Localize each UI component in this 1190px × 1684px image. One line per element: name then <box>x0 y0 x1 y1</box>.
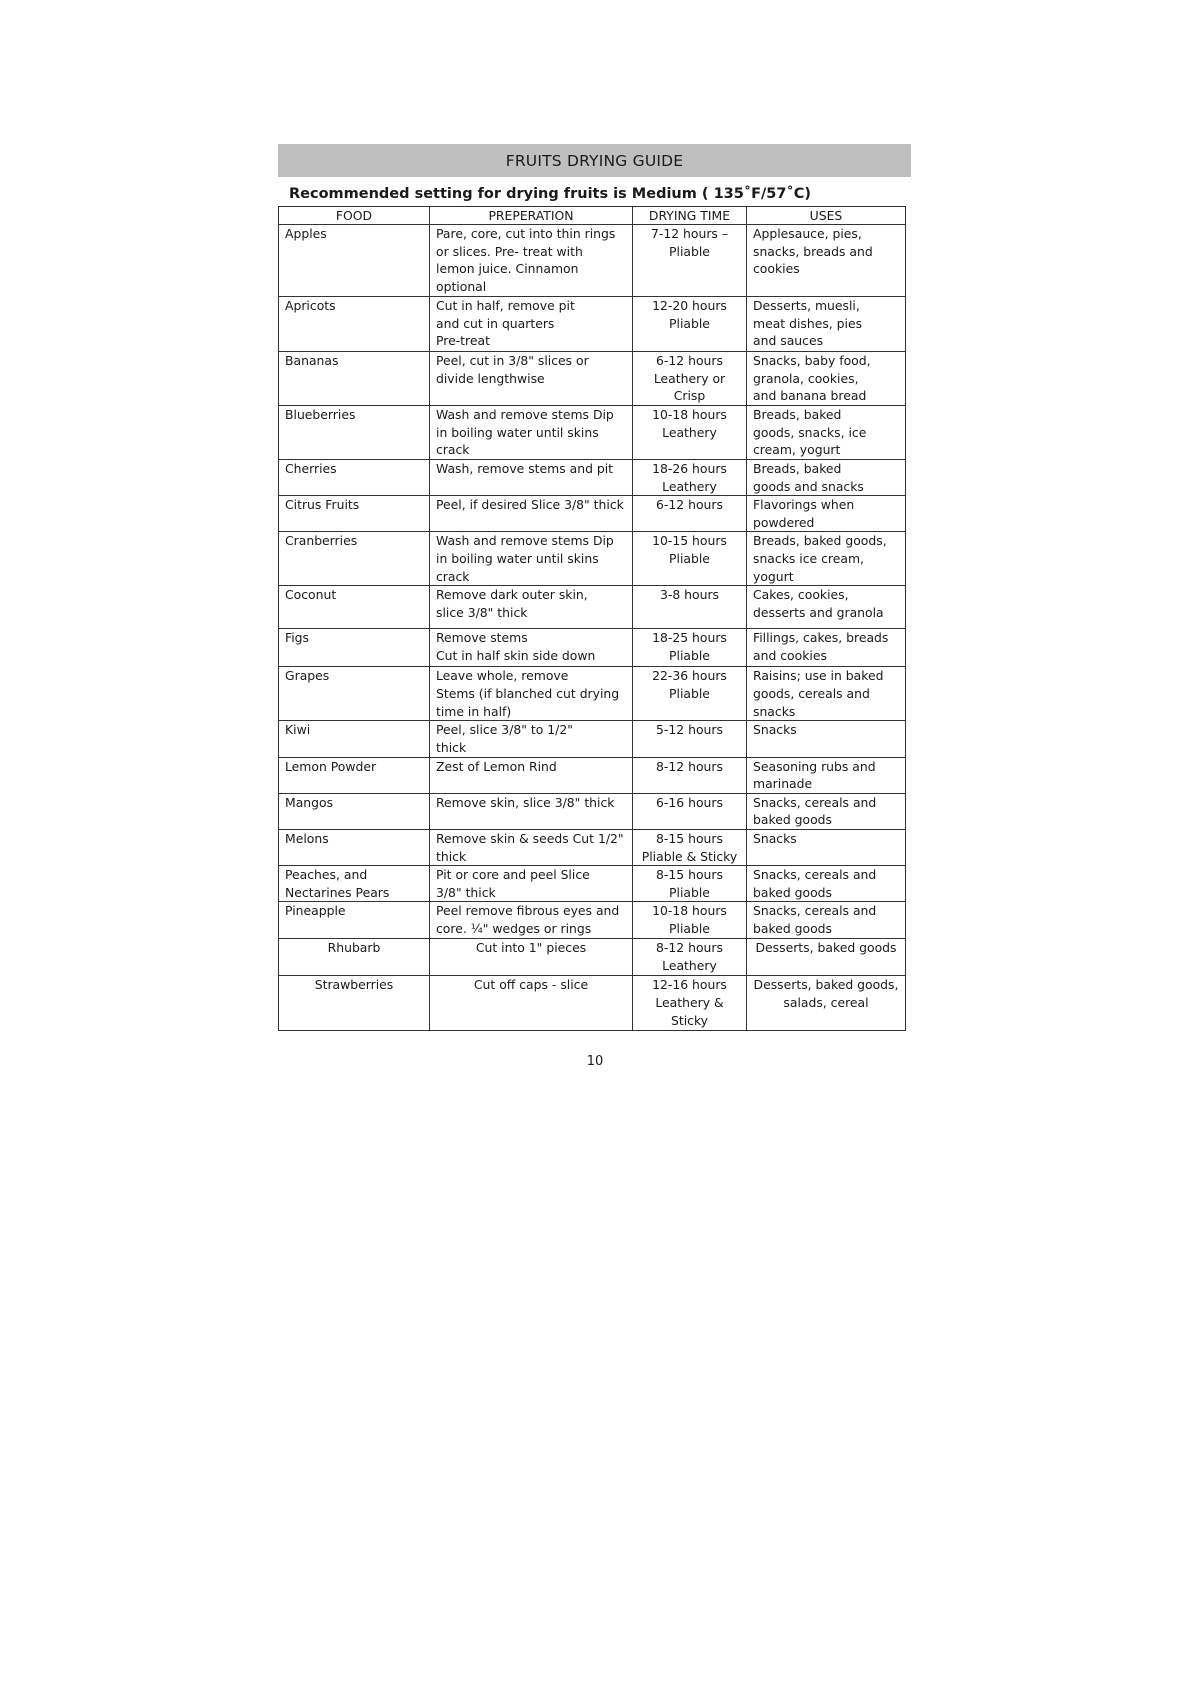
header-uses: USES <box>747 207 906 225</box>
drying-time-cell: 3-8 hours <box>633 586 747 629</box>
uses-cell: Flavorings when powdered <box>747 496 906 532</box>
uses-cell: Breads, baked goods, snacks ice cream, yogurt <box>747 532 906 586</box>
food-cell: Figs <box>279 629 430 667</box>
preparation-cell: Pare, core, cut into thin rings or slices. Pre- treat with lemon juice. Cinnamon optional <box>430 225 633 297</box>
food-cell: Kiwi <box>279 721 430 757</box>
preparation-cell: Remove skin & seeds Cut 1/2" thick <box>430 829 633 865</box>
uses-cell: Snacks, cereals and baked goods <box>747 793 906 829</box>
food-cell: Pineapple <box>279 902 430 939</box>
drying-time-cell: 8-12 hours Leathery <box>633 939 747 976</box>
table-row <box>279 406 906 460</box>
preparation-cell: Cut into 1" pieces <box>430 939 633 976</box>
uses-cell: Fillings, cakes, breads and cookies <box>747 629 906 667</box>
uses-cell: Snacks <box>747 829 906 865</box>
preparation-cell: Peel remove fibrous eyes and core. ¼" wedges or rings <box>430 902 633 939</box>
table-row <box>279 629 906 667</box>
preparation-cell: Peel, cut in 3/8" slices or divide lengthwise <box>430 352 633 406</box>
preparation-cell: Remove skin, slice 3/8" thick <box>430 793 633 829</box>
preparation-cell: Peel, if desired Slice 3/8" thick <box>430 496 633 532</box>
preparation-cell: Remove dark outer skin, slice 3/8" thick <box>430 586 633 629</box>
preparation-cell: Leave whole, remove Stems (if blanched cut drying time in half) <box>430 667 633 721</box>
drying-guide-table <box>278 206 906 1031</box>
preparation-cell: Cut off caps - slice <box>430 976 633 1031</box>
drying-time-cell: 18-26 hours Leathery <box>633 460 747 496</box>
drying-time-cell: 18-25 hours Pliable <box>633 629 747 667</box>
preparation-cell: Wash and remove stems Dip in boiling water until skins crack <box>430 406 633 460</box>
drying-time-cell: 10-18 hours Pliable <box>633 902 747 939</box>
page-title-banner <box>278 144 911 177</box>
uses-cell: Snacks, cereals and baked goods <box>747 866 906 902</box>
food-cell: Blueberries <box>279 406 430 460</box>
table-row <box>279 297 906 352</box>
page-title: FRUITS DRYING GUIDE <box>505 151 684 170</box>
table-row <box>279 721 906 757</box>
table-row <box>279 352 906 406</box>
uses-cell: Snacks, baby food, granola, cookies, and banana bread <box>747 352 906 406</box>
uses-cell: Desserts, muesli, meat dishes, pies and sauces <box>747 297 906 352</box>
table-row <box>279 939 906 976</box>
food-cell: Mangos <box>279 793 430 829</box>
table-row <box>279 460 906 496</box>
table-row <box>279 586 906 629</box>
preparation-cell: Wash, remove stems and pit <box>430 460 633 496</box>
drying-time-cell: 10-15 hours Pliable <box>633 532 747 586</box>
drying-time-cell: 12-20 hours Pliable <box>633 297 747 352</box>
food-cell: Grapes <box>279 667 430 721</box>
table-row <box>279 902 906 939</box>
table-body <box>279 225 906 1031</box>
drying-time-cell: 22-36 hours Pliable <box>633 667 747 721</box>
table-row <box>279 532 906 586</box>
drying-time-cell: 7-12 hours – Pliable <box>633 225 747 297</box>
table-row <box>279 866 906 902</box>
food-cell: Peaches, and Nectarines Pears <box>279 866 430 902</box>
drying-time-cell: 6-12 hours Leathery or Crisp <box>633 352 747 406</box>
header-drying-time: DRYING TIME <box>633 207 747 225</box>
uses-cell: Breads, baked goods and snacks <box>747 460 906 496</box>
drying-time-cell: 10-18 hours Leathery <box>633 406 747 460</box>
drying-time-cell: 6-16 hours <box>633 793 747 829</box>
food-cell: Bananas <box>279 352 430 406</box>
table-row <box>279 225 906 297</box>
header-food: FOOD <box>279 207 430 225</box>
food-cell: Rhubarb <box>279 939 430 976</box>
table-row <box>279 667 906 721</box>
uses-cell: Cakes, cookies, desserts and granola <box>747 586 906 629</box>
preparation-cell: Zest of Lemon Rind <box>430 757 633 793</box>
recommended-setting: Recommended setting for drying fruits is Medium ( 135˚F/57˚C) <box>289 186 811 202</box>
table-row <box>279 829 906 865</box>
food-cell: Lemon Powder <box>279 757 430 793</box>
drying-time-cell: 5-12 hours <box>633 721 747 757</box>
preparation-cell: Pit or core and peel Slice 3/8" thick <box>430 866 633 902</box>
uses-cell: Desserts, baked goods, salads, cereal <box>747 976 906 1031</box>
food-cell: Strawberries <box>279 976 430 1031</box>
preparation-cell: Peel, slice 3/8" to 1/2" thick <box>430 721 633 757</box>
food-cell: Cranberries <box>279 532 430 586</box>
drying-time-cell: 8-15 hours Pliable <box>633 866 747 902</box>
table-header-row <box>279 207 906 225</box>
preparation-cell: Wash and remove stems Dip in boiling water until skins crack <box>430 532 633 586</box>
drying-time-cell: 6-12 hours <box>633 496 747 532</box>
uses-cell: Breads, baked goods, snacks, ice cream, yogurt <box>747 406 906 460</box>
preparation-cell: Remove stems Cut in half skin side down <box>430 629 633 667</box>
food-cell: Apples <box>279 225 430 297</box>
uses-cell: Snacks, cereals and baked goods <box>747 902 906 939</box>
page-number: 10 <box>586 1054 604 1069</box>
food-cell: Citrus Fruits <box>279 496 430 532</box>
uses-cell: Seasoning rubs and marinade <box>747 757 906 793</box>
uses-cell: Desserts, baked goods <box>747 939 906 976</box>
table-row <box>279 757 906 793</box>
table-row <box>279 496 906 532</box>
drying-time-cell: 8-12 hours <box>633 757 747 793</box>
uses-cell: Raisins; use in baked goods, cereals and snacks <box>747 667 906 721</box>
drying-time-cell: 8-15 hours Pliable & Sticky <box>633 829 747 865</box>
food-cell: Coconut <box>279 586 430 629</box>
food-cell: Apricots <box>279 297 430 352</box>
drying-time-cell: 12-16 hours Leathery & Sticky <box>633 976 747 1031</box>
table-row <box>279 793 906 829</box>
preparation-cell: Cut in half, remove pit and cut in quarters Pre-treat <box>430 297 633 352</box>
food-cell: Cherries <box>279 460 430 496</box>
header-preparation: PREPERATION <box>430 207 633 225</box>
uses-cell: Snacks <box>747 721 906 757</box>
table-row <box>279 976 906 1031</box>
food-cell: Melons <box>279 829 430 865</box>
uses-cell: Applesauce, pies, snacks, breads and cookies <box>747 225 906 297</box>
